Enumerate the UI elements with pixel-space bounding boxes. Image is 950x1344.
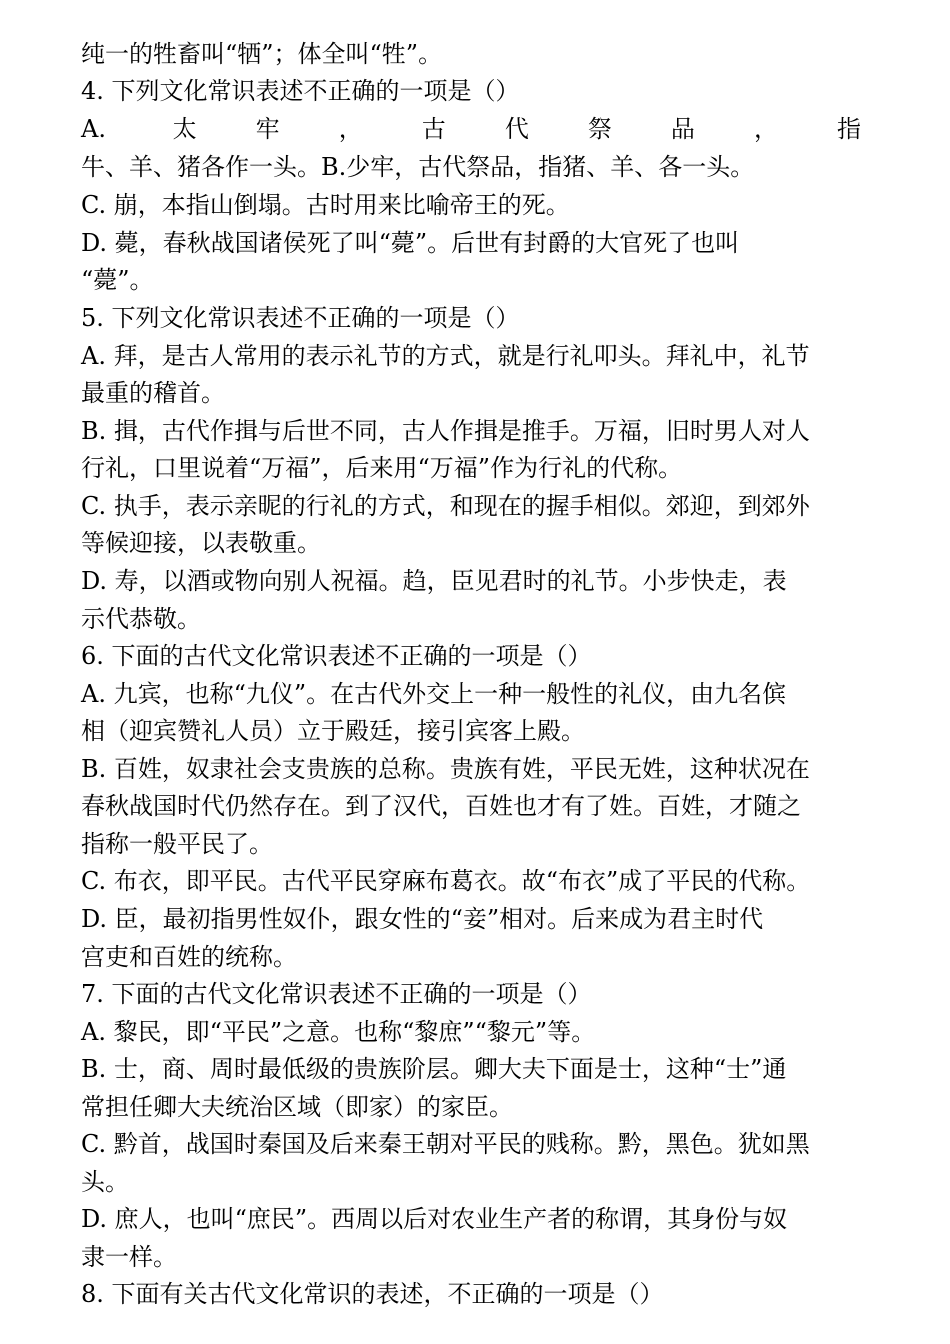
text-line: B. 士，商、周时最低级的贵族阶层。卿大夫下面是士，这种“士”通 [81,1055,787,1083]
text-line: C. 黔首，战国时秦国及后来秦王朝对平民的贱称。黔，黑色。犹如黑 [81,1130,810,1158]
text-line: 示代恭敬。 [81,605,201,633]
text-line: D. 寿，以酒或物向别人祝福。趋，臣见君时的礼节。小步快走，表 [81,567,787,595]
question-7-stem: 7. 下面的古代文化常识表述不正确的一项是（） [81,980,592,1008]
text-line: 头。 [81,1168,129,1196]
text-line: 牛、羊、猪各作一头。B.少牢，古代祭品，指猪、羊、各一头。 [81,153,755,181]
text-line: 相（迎宾赞礼人员）立于殿廷，接引宾客上殿。 [81,717,585,745]
question-8-stem: 8. 下面有关古代文化常识的表述，不正确的一项是（） [81,1280,664,1308]
text-line: 春秋战国时代仍然存在。到了汉代，百姓也才有了姓。百姓，才随之 [81,792,801,820]
text-line: D. 庶人，也叫“庶民”。西周以后对农业生产者的称谓，其身份与奴 [81,1205,788,1233]
text-line: 宫吏和百姓的统称。 [81,943,297,971]
text-line: C. 崩，本指山倒塌。古时用来比喻帝王的死。 [81,191,570,219]
text-line: A. 九宾，也称“九仪”。在古代外交上一种一般性的礼仪，由九名傧 [81,680,787,708]
text-line: A. 拜，是古人常用的表示礼节的方式，就是行礼叩头。拜礼中，礼节 [81,342,810,370]
question-4-stem: 4. 下列文化常识表述不正确的一项是（） [81,77,520,105]
text-line: 纯一的牲畜叫“牺”；体全叫“牲”。 [81,40,443,68]
text-line: 指称一般平民了。 [81,830,273,858]
text-line: 行礼，口里说着“万福”，后来用“万福”作为行礼的代称。 [81,454,683,482]
text-line: C. 执手，表示亲昵的行礼的方式，和现在的握手相似。郊迎，到郊外 [81,492,810,520]
text-line: C. 布衣，即平民。古代平民穿麻布葛衣。故“布衣”成了平民的代称。 [81,867,811,895]
question-6-stem: 6. 下面的古代文化常识表述不正确的一项是（） [81,642,592,670]
text-line: “薨”。 [81,266,154,294]
text-line: B. 百姓，奴隶社会支贵族的总称。贵族有姓，平民无姓，这种状况在 [81,755,810,783]
text-line: D. 臣，最初指男性奴仆，跟女性的“妾”相对。后来成为君主时代 [81,905,764,933]
text-line: 最重的稽首。 [81,379,225,407]
text-line: A. 黎民，即“平民”之意。也称“黎庶”“黎元”等。 [81,1018,596,1046]
text-line: 等候迎接，以表敬重。 [81,529,321,557]
text-line: D. 薨，春秋战国诸侯死了叫“薨”。后世有封爵的大官死了也叫 [81,229,740,257]
text-line: 常担任卿大夫统治区域（即家）的家臣。 [81,1093,513,1121]
text-line: 隶一样。 [81,1243,177,1271]
text-line: A. 太牢，古代祭品，指 [81,115,861,143]
question-5-stem: 5. 下列文化常识表述不正确的一项是（） [81,304,520,332]
text-line: B. 揖，古代作揖与后世不同，古人作揖是推手。万福，旧时男人对人 [81,417,810,445]
